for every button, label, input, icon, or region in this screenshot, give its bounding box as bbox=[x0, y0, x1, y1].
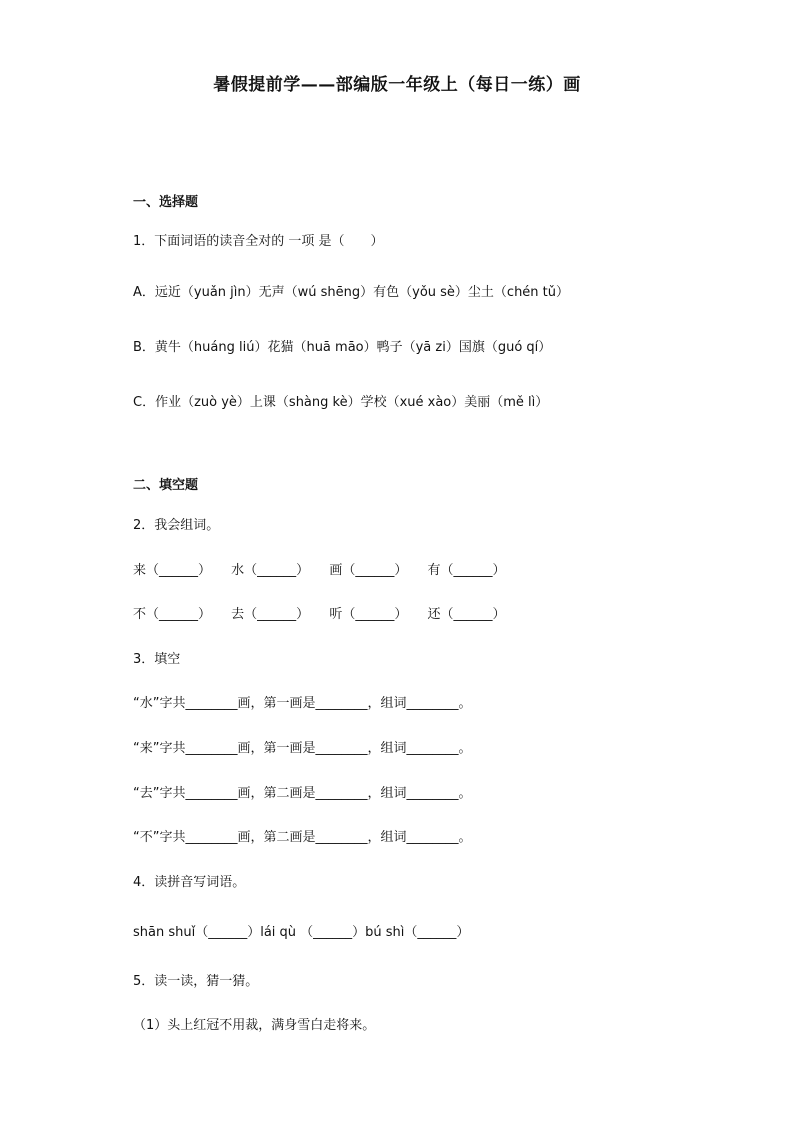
word-group-item: 有（______） bbox=[427, 563, 506, 578]
page-title: 暑假提前学——部编版一年级上（每日一练）画 bbox=[213, 75, 581, 95]
word-group-item: 水（______） bbox=[231, 563, 310, 578]
word-group-item: 来（______） bbox=[133, 563, 212, 578]
section-heading-choice: 一、选择题 bbox=[133, 195, 199, 210]
question-3-stem: 3．填空 bbox=[133, 652, 181, 667]
question-1-option-c: C．作业（zuò yè）上课（shàng kè）学校（xué xào）美丽（mě lì） bbox=[133, 395, 549, 410]
word-group-item: 还（______） bbox=[427, 607, 506, 622]
question-2-stem: 2．我会组词。 bbox=[133, 518, 220, 533]
question-3-line-3: “去”字共________画，第二画是________，组词________。 bbox=[133, 786, 472, 801]
word-group-item: 听（______） bbox=[329, 607, 408, 622]
question-4-stem: 4．读拼音写词语。 bbox=[133, 875, 246, 890]
question-1-stem: 1．下面词语的读音全对的 一项 是（ ） bbox=[133, 234, 384, 249]
word-group-row-2 bbox=[133, 606, 505, 624]
question-5-stem: 5．读一读，猜一猜。 bbox=[133, 974, 259, 989]
question-3-line-4: “不”字共________画，第二画是________，组词________。 bbox=[133, 830, 472, 845]
question-1-option-a: A．远近（yuǎn jìn）无声（wú shēng）有色（yǒu sè）尘土（chén tǔ） bbox=[133, 285, 570, 300]
word-group-item: 不（______） bbox=[133, 607, 212, 622]
word-group-item: 去（______） bbox=[231, 607, 310, 622]
question-5-riddle-1: （1）头上红冠不用裁，满身雪白走将来。 bbox=[133, 1018, 376, 1033]
question-3-line-2: “来”字共________画，第一画是________，组词________。 bbox=[133, 741, 472, 756]
question-4-pinyin-line: shān shuǐ（______）lái qù （______）bú shì（______） bbox=[133, 925, 470, 940]
word-group-row-1 bbox=[133, 562, 505, 580]
question-3-line-1: “水”字共________画，第一画是________，组词________。 bbox=[133, 696, 472, 711]
question-1-option-b: B．黄牛（huáng liú）花猫（huā māo）鸭子（yā zi）国旗（guó qí） bbox=[133, 340, 552, 355]
section-heading-fill: 二、填空题 bbox=[133, 478, 199, 493]
word-group-item: 画（______） bbox=[329, 563, 408, 578]
